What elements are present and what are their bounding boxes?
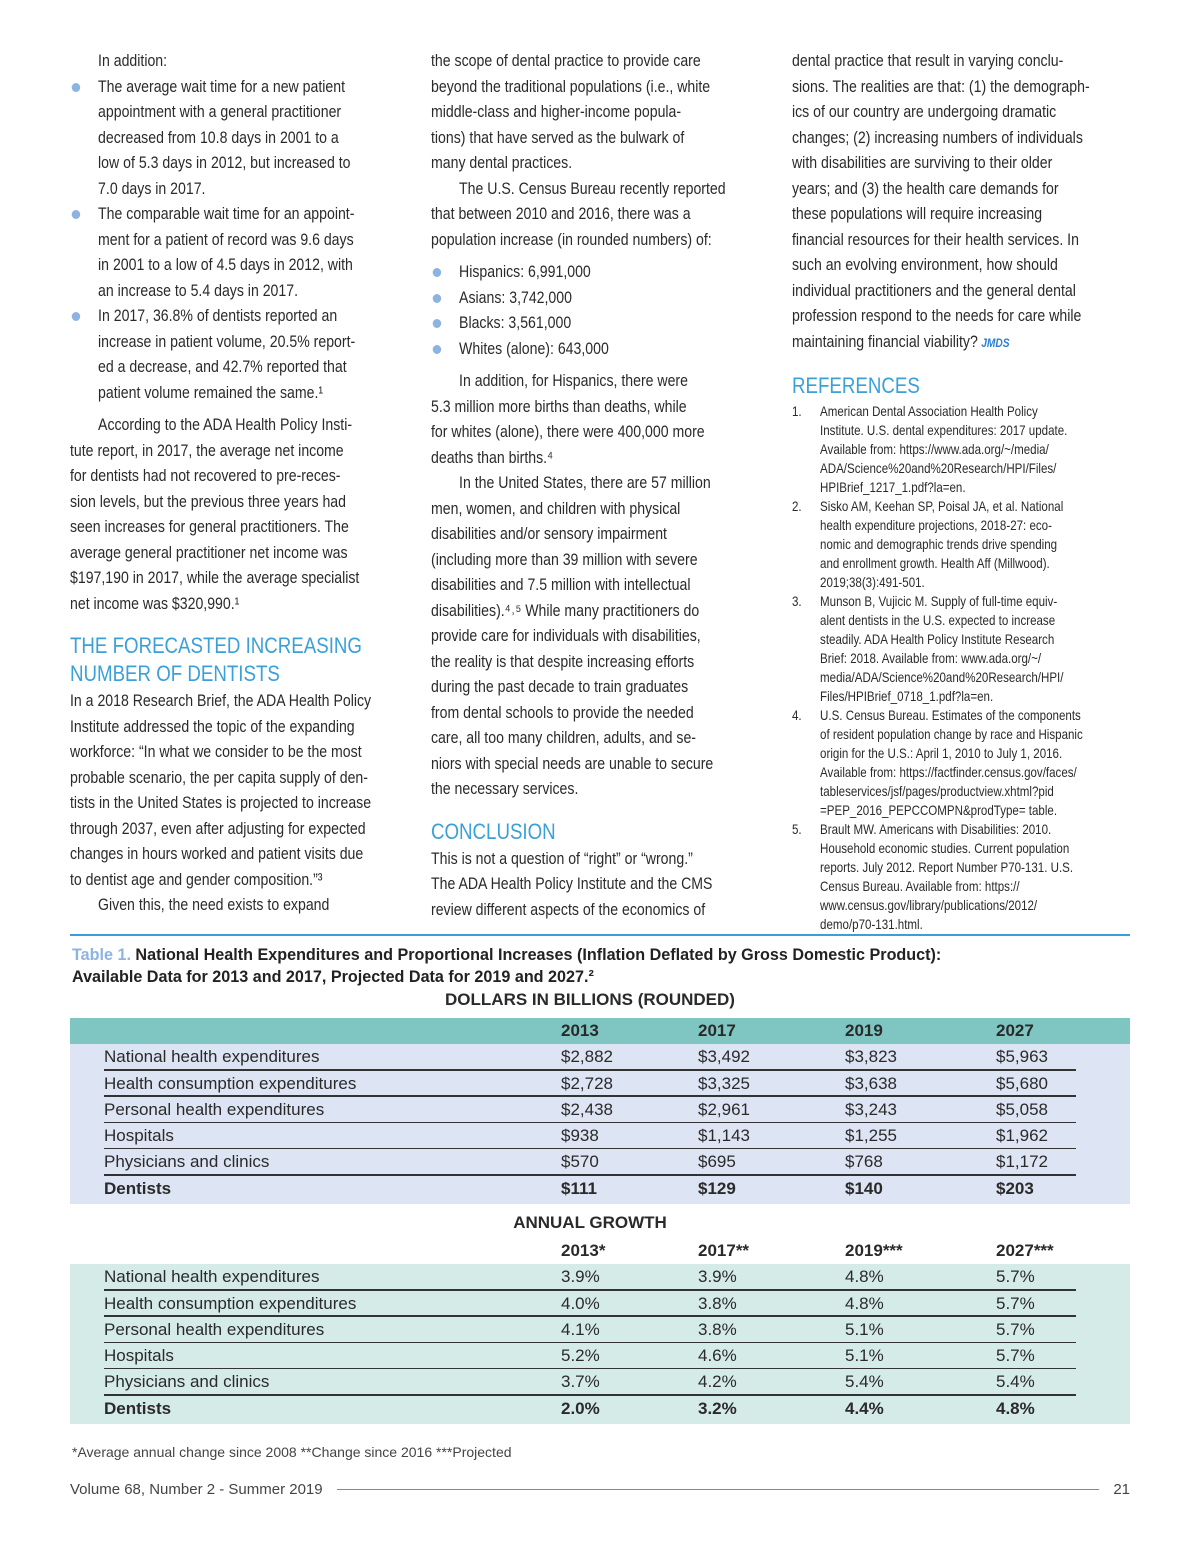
- footer-rule: [337, 1489, 1100, 1490]
- column-content: [431, 48, 776, 922]
- reference-number: 2.: [792, 499, 802, 514]
- reference-item: [792, 497, 1137, 592]
- table-row: [70, 1149, 1130, 1175]
- bullet-item: The comparable wait time for an appoint- ment for a patient of record was 9.6 days in 2001 to a low of 4.5 days in 2012, with an increase to 5.4 days in 2017.: [70, 201, 415, 303]
- section-heading: CONCLUSION: [431, 818, 556, 844]
- cell-value: 5.4%: [996, 1372, 1035, 1392]
- cell-value: $140: [845, 1178, 883, 1198]
- cell-value: $938: [561, 1126, 599, 1146]
- cell-value: $3,638: [845, 1073, 897, 1093]
- cell-value: $3,492: [698, 1047, 750, 1067]
- row-label: Health consumption expenditures: [104, 1293, 357, 1313]
- paragraph-text: dental practice that result in varying conclu- sions. The realities are that: (1) the demograph- ics of our country are undergoing dramatic changes; (2) increasing numbers of individuals with disabilities are surviving to their older years; and (3) the health care demands for these populations will require increasing financial resources for their health services. In such an evolving environment, how should individual practitioners and the general dental profession respond to the needs for care while maintaining financial viability?: [792, 51, 1090, 351]
- reference-text: U.S. Census Bureau. Estimates of the components of resident population change by race and Hispanic origin for the U.S.: April 1, 2010 to July 1, 2016. Available from: https://factfinder.census.gov/faces/ tableservices/jsf/pages/productview.xhtml?pid =PEP_2016_PEPCCOMPN&prodType= table.: [820, 708, 1083, 818]
- paragraph-text: the scope of dental practice to provide care beyond the traditional populations (i.e., white middle-class and higher-income popula- tions) that have served as the bulwark of many dental practices.: [431, 51, 711, 172]
- reference-text: Sisko AM, Keehan SP, Poisal JA, et al. National health expenditure projections, 2018-27: eco- nomic and demographic trends drive spending and enrollment growth. Health Aff (Millwood). 2019;38(3):491-501.: [820, 499, 1064, 590]
- paragraph-text: The U.S. Census Bureau recently reported that between 2010 and 2016, there was a population increase (in rounded numbers) of:: [431, 178, 726, 249]
- cell-value: 3.2%: [698, 1398, 737, 1418]
- table-row: [70, 1291, 1130, 1317]
- reference-item: [792, 820, 1137, 934]
- page-number: 21: [1113, 1481, 1130, 1498]
- bullet-item: Blacks: 3,561,000: [431, 310, 776, 336]
- table-body: [70, 1264, 1130, 1424]
- column-header: 2017: [698, 1021, 736, 1040]
- row-label: Dentists: [104, 1178, 172, 1198]
- cell-value: $111: [561, 1178, 597, 1198]
- cell-value: $1,962: [996, 1126, 1048, 1146]
- cell-value: 3.8%: [698, 1319, 737, 1339]
- text-column-1: [70, 48, 415, 918]
- cell-value: 4.4%: [845, 1398, 884, 1418]
- cell-value: 5.1%: [845, 1319, 884, 1339]
- cell-value: $5,680: [996, 1073, 1048, 1093]
- row-label: Health consumption expenditures: [104, 1073, 357, 1093]
- paragraph: [70, 412, 415, 616]
- table-row: [70, 1369, 1130, 1395]
- cell-value: 2.0%: [561, 1398, 600, 1418]
- cell-value: 4.8%: [845, 1267, 884, 1287]
- column-header: 2027***: [996, 1241, 1054, 1260]
- column-content: [792, 48, 1137, 934]
- table-divider: [70, 934, 1130, 936]
- paragraph-text: Given this, the need exists to expand: [98, 895, 330, 914]
- paragraph: [70, 892, 415, 918]
- table-row: [70, 1264, 1130, 1290]
- row-label: Hospitals: [104, 1346, 174, 1366]
- cell-value: 5.7%: [996, 1293, 1035, 1313]
- paragraph: [70, 48, 415, 74]
- cell-value: $3,325: [698, 1073, 750, 1093]
- reference-item: [792, 592, 1137, 706]
- table-header-row: [70, 1018, 1130, 1044]
- bullet-item: Whites (alone): 643,000: [431, 336, 776, 362]
- row-label: Dentists: [104, 1398, 172, 1418]
- cell-value: 3.9%: [561, 1267, 600, 1287]
- cell-value: 4.0%: [561, 1293, 600, 1313]
- cell-value: 5.7%: [996, 1319, 1035, 1339]
- table-row: [70, 1176, 1130, 1202]
- paragraph-text: In a 2018 Research Brief, the ADA Health Policy Institute addressed the topic of the expanding workforce: “In what we consider to be the most probable scenario, the per capita supply of den- tists in the United States is projected to increase through 2037, even after adjusting for expected changes in hours worked and patient visits due to dentist age and gender composition.”³: [70, 691, 372, 889]
- cell-value: 3.9%: [698, 1267, 737, 1287]
- table-caption: [72, 944, 941, 988]
- row-label: Hospitals: [104, 1126, 174, 1146]
- table-row: [70, 1123, 1130, 1149]
- reference-number: 4.: [792, 708, 802, 723]
- dollars-table: [70, 1018, 1130, 1204]
- bullet-item: Hispanics: 6,991,000: [431, 259, 776, 285]
- column-header: 2027: [996, 1021, 1034, 1040]
- row-label: Personal health expenditures: [104, 1099, 325, 1119]
- page-footer: [70, 1481, 1130, 1498]
- jmds-logo: JMDS: [981, 335, 1010, 350]
- section-heading: THE FORECASTED INCREASING NUMBER OF DENTISTS: [70, 633, 362, 686]
- table-row: [70, 1097, 1130, 1123]
- reference-text: Brault MW. Americans with Disabilities: 2010. Household economic studies. Current population reports. July 2012. Report Number P70-131. U.S. Census Bureau. Available from: https:// www.census.gov/library/publications/2012/ demo/p70-131.html.: [820, 822, 1074, 932]
- cell-value: 5.1%: [845, 1346, 884, 1366]
- paragraph-text: This is not a question of “right” or “wrong.” The ADA Health Policy Institute and the CMS review different aspects of the economics of: [431, 848, 713, 919]
- cell-value: $2,882: [561, 1047, 613, 1067]
- column-content: [70, 48, 415, 918]
- paragraph: [431, 368, 776, 470]
- paragraph-text: In addition, for Hispanics, there were 5.3 million more births than deaths, while for whites (alone), there were 400,000 more deaths than births.⁴: [431, 371, 705, 467]
- column-header: 2013: [561, 1021, 599, 1040]
- bullet-item: In 2017, 36.8% of dentists reported an increase in patient volume, 20.5% report- ed a decrease, and 42.7% reported that patient volume remained the same.¹: [70, 303, 415, 405]
- cell-value: $2,728: [561, 1073, 613, 1093]
- caption-line-1: National Health Expenditures and Proportional Increases (Inflation Deflated by Gross Domestic Product):: [130, 945, 942, 964]
- cell-value: $768: [845, 1152, 883, 1172]
- cell-value: 4.2%: [698, 1372, 737, 1392]
- paragraph: [792, 48, 1137, 356]
- cell-value: $570: [561, 1152, 599, 1172]
- row-label: Physicians and clinics: [104, 1372, 270, 1392]
- paragraph: [431, 846, 776, 923]
- cell-value: 4.6%: [698, 1346, 737, 1366]
- cell-value: 4.1%: [561, 1319, 600, 1339]
- row-label: National health expenditures: [104, 1047, 320, 1067]
- table-footnote: *Average annual change since 2008 **Change since 2016 ***Projected: [72, 1444, 512, 1460]
- cell-value: $3,823: [845, 1047, 897, 1067]
- issue-info: Volume 68, Number 2 - Summer 2019: [70, 1481, 323, 1498]
- table-row: [70, 1317, 1130, 1343]
- table-row: [70, 1343, 1130, 1369]
- paragraph: [431, 48, 776, 176]
- cell-value: 4.8%: [996, 1398, 1035, 1418]
- reference-number: 5.: [792, 822, 802, 837]
- reference-item: [792, 402, 1137, 497]
- growth-title: ANNUAL GROWTH: [513, 1213, 667, 1232]
- cell-value: 5.7%: [996, 1267, 1035, 1287]
- caption-line-2: Available Data for 2013 and 2017, Projected Data for 2019 and 2027.²: [72, 967, 594, 986]
- table-row: [70, 1071, 1130, 1097]
- growth-table: [70, 1238, 1130, 1424]
- cell-value: $129: [698, 1178, 736, 1198]
- cell-value: $1,143: [698, 1126, 750, 1146]
- cell-value: $5,058: [996, 1099, 1048, 1119]
- text-column-3: [792, 48, 1137, 934]
- paragraph: [431, 176, 776, 253]
- row-label: National health expenditures: [104, 1267, 320, 1287]
- cell-value: 5.4%: [845, 1372, 884, 1392]
- column-header: 2019: [845, 1021, 883, 1040]
- paragraph-text: In addition:: [98, 51, 168, 70]
- cell-value: $1,255: [845, 1126, 897, 1146]
- cell-value: $2,961: [698, 1099, 750, 1119]
- cell-value: 4.8%: [845, 1293, 884, 1313]
- column-header: 2019***: [845, 1241, 903, 1260]
- reference-number: 3.: [792, 594, 802, 609]
- bullet-item: The average wait time for a new patient appointment with a general practitioner decreased from 10.8 days in 2001 to a low of 5.3 days in 2012, but increased to 7.0 days in 2017.: [70, 74, 415, 202]
- paragraph-text: According to the ADA Health Policy Insti- tute report, in 2017, the average net income for dentists had not recovered to pre-reces- sion levels, but the previous three years had seen increases for general practitioners. The average general practitioner net income was $197,190 in 2017, while the average specialist net income was $320,990.¹: [70, 415, 360, 613]
- dollars-title: DOLLARS IN BILLIONS (ROUNDED): [445, 990, 735, 1009]
- reference-number: 1.: [792, 404, 802, 419]
- cell-value: $695: [698, 1152, 736, 1172]
- cell-value: 3.7%: [561, 1372, 600, 1392]
- table-header-row: [70, 1238, 1130, 1264]
- cell-value: 3.8%: [698, 1293, 737, 1313]
- paragraph: [70, 688, 415, 892]
- bullet-item: Asians: 3,742,000: [431, 285, 776, 311]
- text-column-2: [431, 48, 776, 922]
- reference-text: Munson B, Vujicic M. Supply of full-time equiv- alent dentists in the U.S. expected to increase steadily. ADA Health Policy Institute Research Brief: 2018. Available from: www.ada.org/~/ media/ADA/Science%20and%20Research/HPI/ Files/HPIBrief_0718_1.pdf?la=en.: [820, 594, 1064, 704]
- row-label: Physicians and clinics: [104, 1152, 270, 1172]
- paragraph: [431, 470, 776, 802]
- table-row: [70, 1396, 1130, 1422]
- cell-value: 5.7%: [996, 1346, 1035, 1366]
- column-header: 2013*: [561, 1241, 606, 1260]
- cell-value: $203: [996, 1178, 1034, 1198]
- table-label: Table 1.: [72, 945, 131, 964]
- cell-value: $2,438: [561, 1099, 613, 1119]
- reference-item: [792, 706, 1137, 820]
- row-label: Personal health expenditures: [104, 1319, 325, 1339]
- table-body: [70, 1044, 1130, 1204]
- reference-text: American Dental Association Health Policy Institute. U.S. dental expenditures: 2017 update. Available from: https://www.ada.org/~/media/ ADA/Science%20and%20Research/HPI/Files/ HPIBrief_1217_1.pdf?la=en.: [820, 404, 1068, 495]
- cell-value: $3,243: [845, 1099, 897, 1119]
- section-heading: REFERENCES: [792, 373, 920, 398]
- paragraph-text: In the United States, there are 57 million men, women, and children with physical disabilities and/or sensory impairment (including more than 39 million with severe disabilities and 7.5 million with intellectual disabilities).⁴˒⁵ While many practitioners do provide care for individuals with disabilities, the reality is that despite increasing efforts during the past decade to train graduates from dental schools to provide the needed care, all too many children, adults, and se- niors with special needs are unable to secure the necessary services.: [431, 473, 714, 798]
- column-header: 2017**: [698, 1241, 750, 1260]
- cell-value: $5,963: [996, 1047, 1048, 1067]
- cell-value: 5.2%: [561, 1346, 600, 1366]
- reference-list: [792, 402, 1137, 934]
- cell-value: $1,172: [996, 1152, 1048, 1172]
- table-row: [70, 1044, 1130, 1070]
